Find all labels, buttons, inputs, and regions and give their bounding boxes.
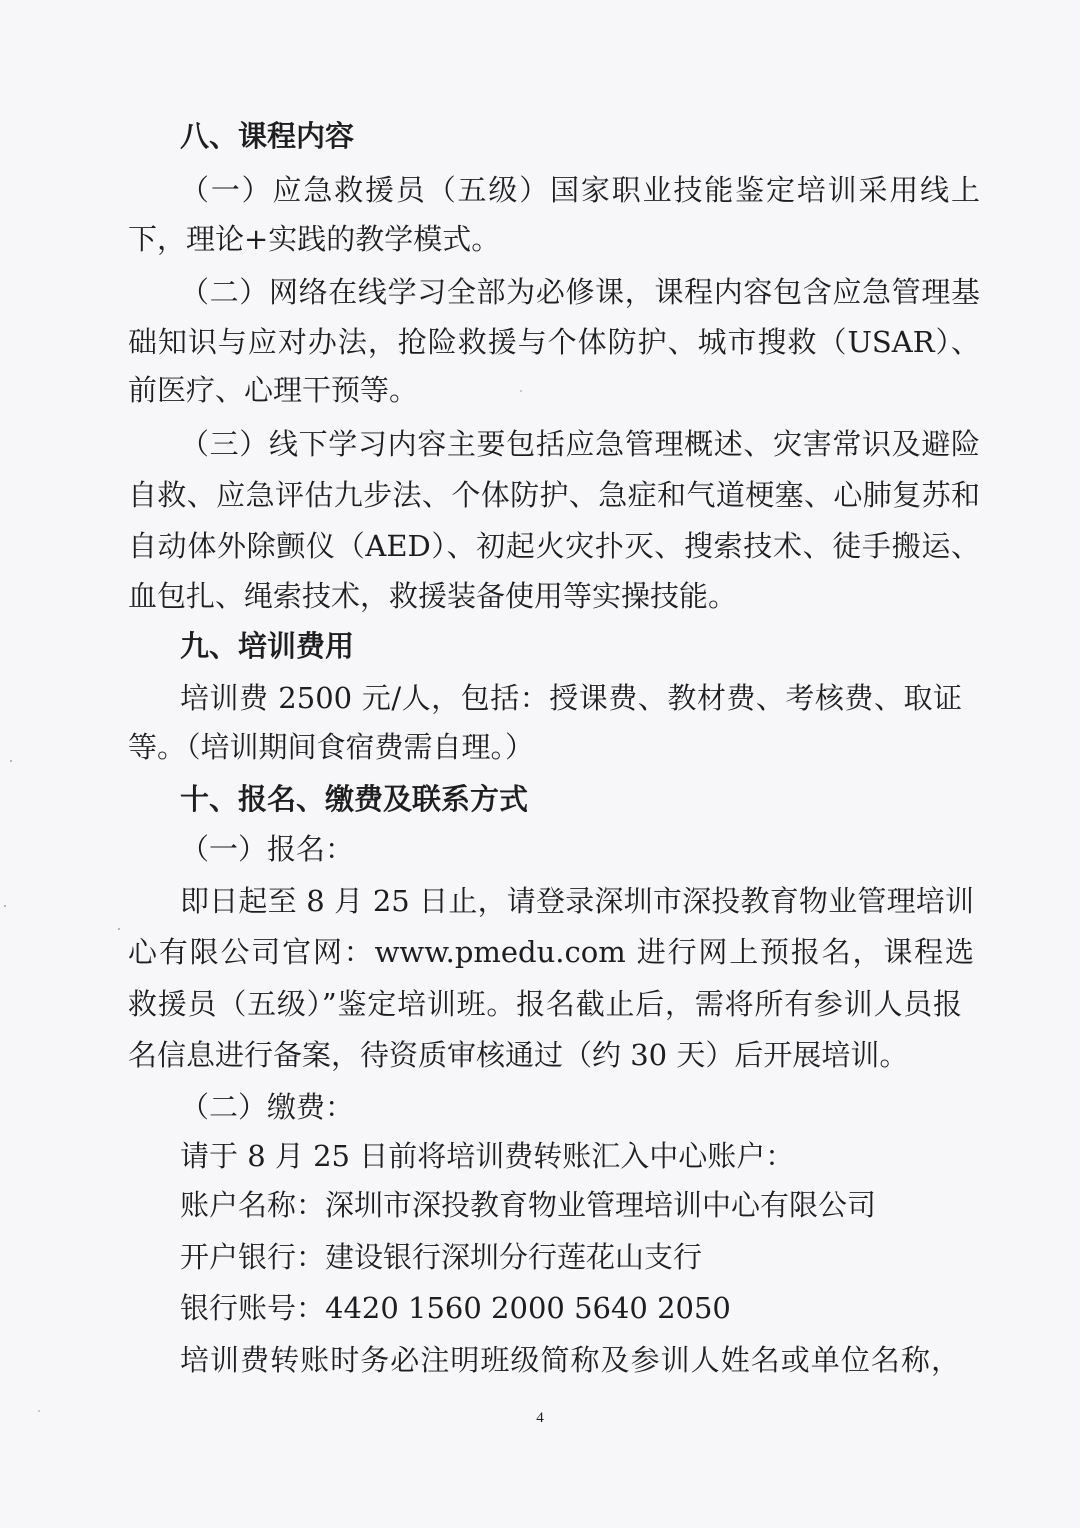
s10-sub2-payment: （二）缴费： [180,1090,355,1124]
scan-speck [118,928,120,930]
s8-p2-line3: 前医疗、心理干预等。 [128,373,419,407]
s8-p2-line2: 础知识与应对办法，抢险救援与个体防护、城市搜救（USAR）、 [128,325,980,359]
s10-reg-line2: 心有限公司官网：www.pmedu.com 进行网上预报名，课程选 [128,935,974,969]
s8-p2-line1: （二）网络在线学习全部为必修课，课程内容包含应急管理基 [180,275,980,309]
page-number: 4 [536,1410,544,1426]
s10-account-number: 银行账号：4420 1560 2000 5640 2050 [180,1291,731,1325]
section-9-heading: 九、培训费用 [180,629,355,663]
s8-p3-line2: 自救、应急评估九步法、个体防护、急症和气道梗塞、心肺复苏和 [128,478,980,512]
section-8-heading: 八、课程内容 [180,119,355,153]
s10-account-name: 账户名称：深圳市深投教育物业管理培训中心有限公司 [180,1188,877,1222]
s10-bank: 开户银行：建设银行深圳分行莲花山支行 [180,1240,703,1274]
s8-p3-line3: 自动体外除颤仪（AED）、初起火灾扑灭、搜索技术、徒手搬运、 [128,529,980,563]
scan-speck [4,905,6,907]
s8-p3-line1: （三）线下学习内容主要包括应急管理概述、灾害常识及避险 [180,427,980,461]
scan-speck [38,1410,40,1412]
s8-p3-line4: 血包扎、绳索技术，救援装备使用等实操技能。 [128,579,738,613]
s10-pay-line1: 请于 8 月 25 日前将培训费转账汇入中心账户： [180,1139,795,1173]
s10-note-line1: 培训费转账时务必注明班级简称及参训人姓名或单位名称， [180,1343,960,1377]
s10-reg-line3: 救援员（五级）”鉴定培训班。报名截止后，需将所有参训人员报 [128,987,962,1021]
scan-speck [10,760,12,762]
section-10-heading: 十、报名、缴费及联系方式 [180,782,529,816]
s10-sub1-registration: （一）报名： [180,832,355,866]
s10-reg-line1: 即日起至 8 月 25 日止，请登录深圳市深投教育物业管理培训 [180,884,974,918]
s9-line2: 等。（培训期间食宿费需自理。） [128,730,535,764]
s8-p1-line1: （一）应急救援员（五级）国家职业技能鉴定培训采用线上 [180,173,980,207]
scan-speck [520,390,522,392]
s10-reg-line4: 名信息进行备案，待资质审核通过（约 30 天）后开展培训。 [128,1038,909,1072]
s9-line1: 培训费 2500 元/人，包括：授课费、教材费、考核费、取证 [180,681,962,715]
s8-p1-line2: 下，理论+实践的教学模式。 [128,222,501,256]
